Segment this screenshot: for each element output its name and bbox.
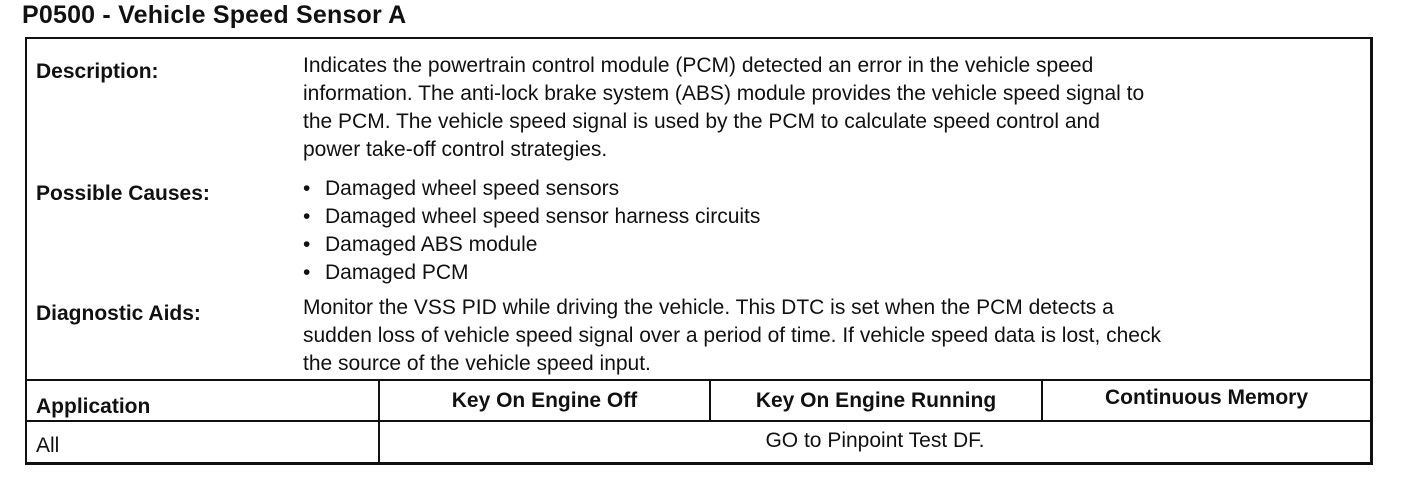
diagnostic-aids-line: sudden loss of vehicle speed signal over a period of time. If vehicle speed data is lost, check bbox=[303, 324, 1161, 347]
cause-item: • Damaged wheel speed sensors bbox=[303, 175, 760, 203]
description-line: information. The anti-lock brake system (ABS) module provides the vehicle speed signal to bbox=[303, 82, 1145, 105]
description-line: power take-off control strategies. bbox=[303, 138, 608, 161]
page-title: P0500 - Vehicle Speed Sensor A bbox=[22, 1, 407, 29]
diagnostic-aids-line: Monitor the VSS PID while driving the vehicle. This DTC is set when the PCM detects a bbox=[303, 296, 1114, 319]
description-line: Indicates the powertrain control module (PCM) detected an error in the vehicle speed bbox=[303, 54, 1094, 77]
description-line: the PCM. The vehicle speed signal is used by the PCM to calculate speed control and bbox=[303, 110, 1100, 133]
header-key-on-engine-running: Key On Engine Running bbox=[755, 389, 997, 412]
diagnostic-aids-text bbox=[303, 294, 1161, 378]
possible-causes-list bbox=[303, 175, 760, 287]
diagnostic-aids-line: the source of the vehicle speed input. bbox=[303, 352, 651, 375]
description-label: Description: bbox=[36, 60, 159, 83]
description-text bbox=[303, 52, 1144, 164]
pinpoint-test-instruction: GO to Pinpoint Test DF. bbox=[765, 429, 985, 452]
dtc-info-box bbox=[25, 37, 1373, 465]
header-key-on-engine-off: Key On Engine Off bbox=[451, 389, 638, 412]
cause-item: • Damaged wheel speed sensor harness circuits bbox=[303, 203, 760, 231]
header-continuous-memory: Continuous Memory bbox=[1105, 386, 1308, 409]
table-header-divider bbox=[27, 420, 1370, 422]
table-top-divider bbox=[27, 379, 1370, 381]
possible-causes-label: Possible Causes: bbox=[36, 182, 210, 205]
cause-item: • Damaged PCM bbox=[303, 259, 760, 287]
cause-item: • Damaged ABS module bbox=[303, 231, 760, 259]
diagnostic-aids-label: Diagnostic Aids: bbox=[36, 302, 201, 325]
application-value: All bbox=[36, 434, 60, 457]
header-application: Application bbox=[36, 395, 151, 418]
